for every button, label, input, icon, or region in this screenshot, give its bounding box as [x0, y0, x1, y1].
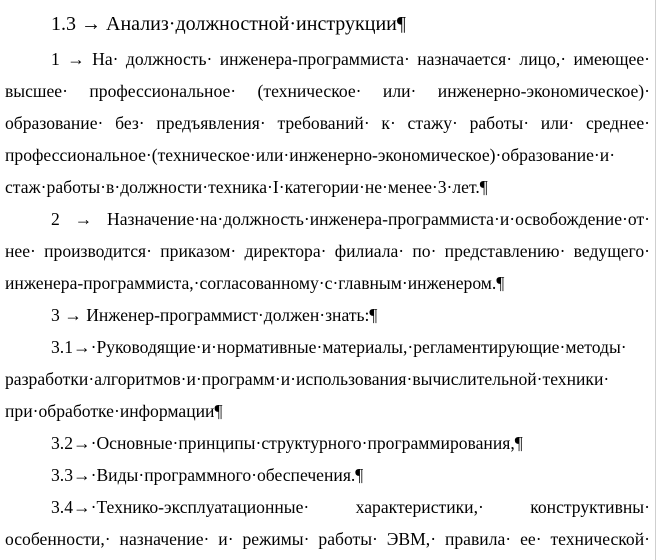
- item-3-1-line-3: при·обработке·информации¶: [5, 401, 223, 421]
- paragraph-3-line-1: 3 → Инженер-программист·должен·знать:¶: [51, 305, 378, 325]
- item-3-1-line-2: разработки·алгоритмов·и·программ·и·использования·вычислительной·техники·: [5, 369, 610, 389]
- item-3-2-line-1: 3.2→·Основные·принципы·структурного·программирования,¶: [51, 433, 523, 453]
- paragraph-1-line-1: 1 → На· должность· инженера-программиста· назначается· лицо,· имеющее·: [51, 49, 650, 69]
- item-3-3-line-1: 3.3→·Виды·программного·обеспечения.¶: [51, 465, 364, 485]
- item-3-1-line-1: 3.1→·Руководящие·и·нормативные·материалы,·регламентирующие·методы·: [51, 337, 627, 357]
- paragraph-2-line-3: инженера-программиста,·согласованному·с·главным·инженером.¶: [5, 273, 505, 293]
- paragraph-2-line-1: 2 → Назначение·на·должность·инженера-программиста·и·освобождение·от·: [51, 209, 650, 229]
- paragraph-2-line-2: нее· производится· приказом· директора· филиала· по· представлению· ведущего·: [5, 241, 650, 261]
- item-3-4-line-2: особенности,· назначение· и· режимы· работы· ЭВМ,· правила· ее· технической·: [5, 529, 650, 549]
- item-3-4-line-1: 3.4→·Технико-эксплуатационные· характеристики,· конструктивны·: [51, 497, 650, 517]
- paragraph-1-line-5: стаж·работы·в·должности·техника·I·категории·не·менее·3·лет.¶: [5, 177, 488, 197]
- section-heading: 1.3 → Анализ·должностной·инструкции¶: [51, 13, 406, 35]
- paragraph-1-line-2: высшее· профессиональное· (техническое· или· инженерно-экономическое)·: [5, 81, 650, 101]
- paragraph-1-line-3: образование· без· предъявления· требований· к· стажу· работы· или· среднее·: [5, 113, 650, 133]
- page-margin-line: [655, 0, 656, 560]
- paragraph-1-line-4: профессиональное·(техническое·или·инженерно-экономическое)·образование·и·: [5, 145, 616, 165]
